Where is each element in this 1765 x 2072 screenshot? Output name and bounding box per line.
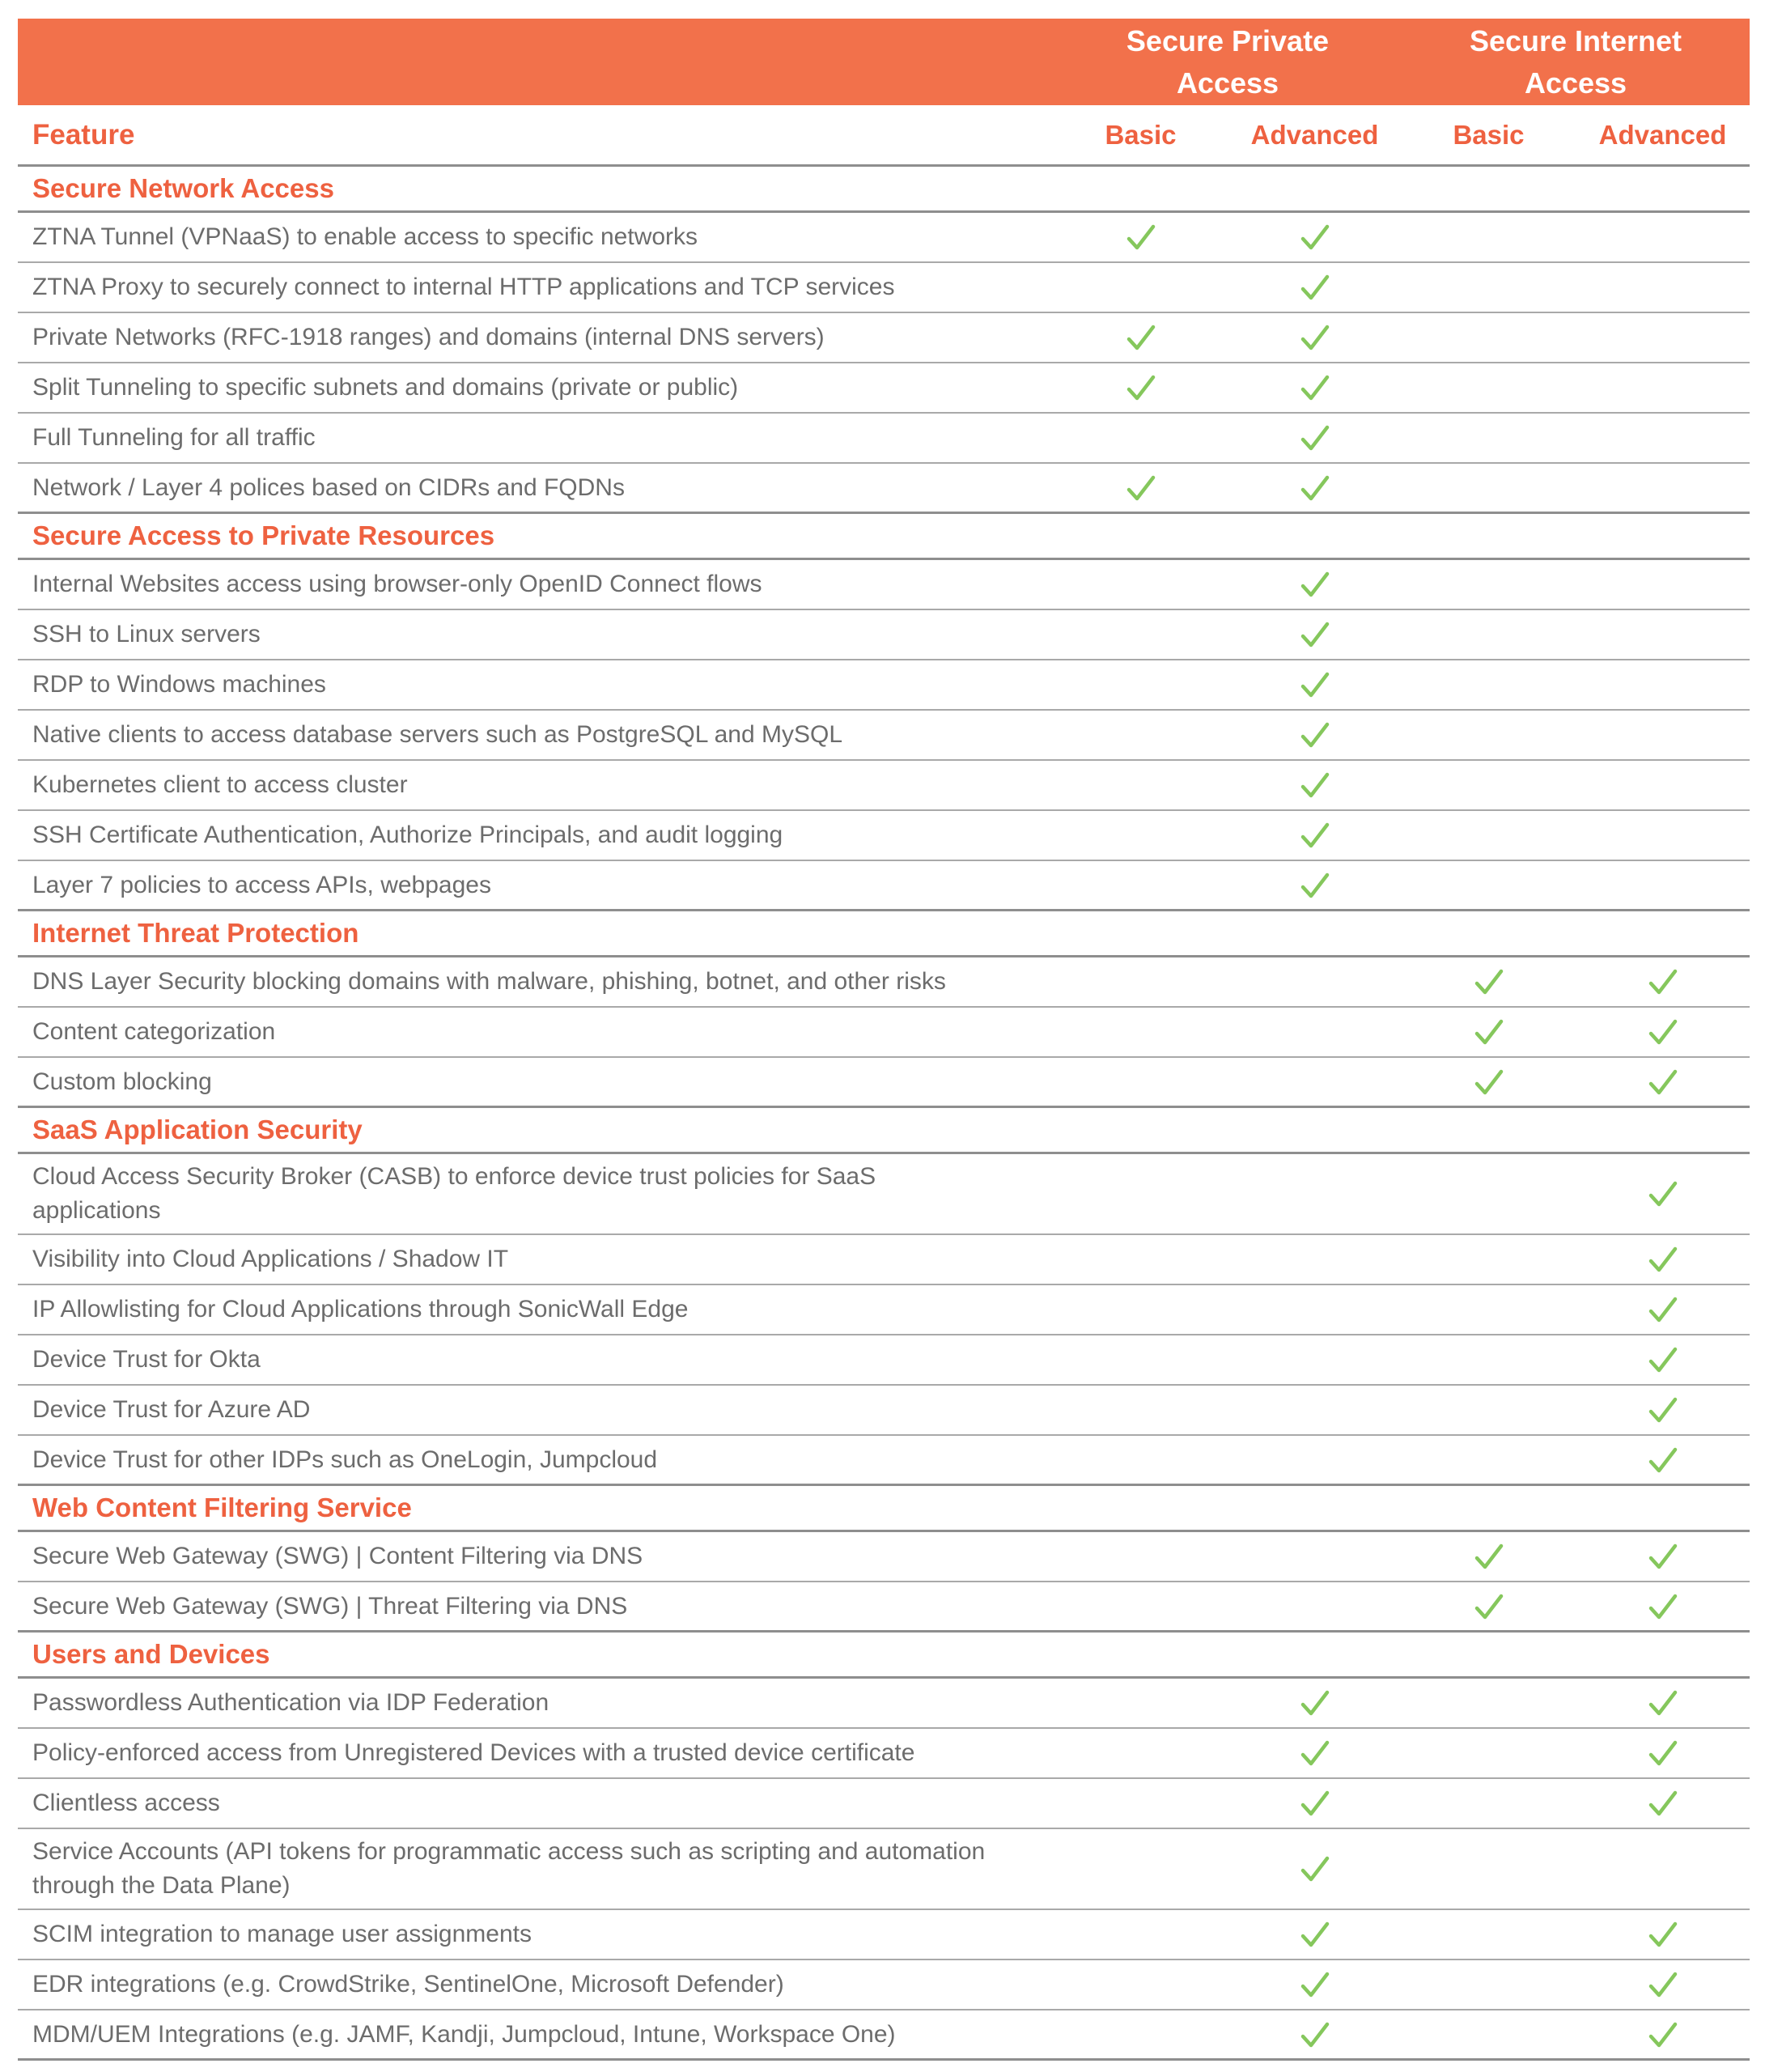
feature-row xyxy=(18,761,1750,811)
check-icon xyxy=(1297,2019,1333,2051)
feature-label: SSH to Linux servers xyxy=(32,621,261,648)
check-cell-spa-advanced xyxy=(1228,1687,1402,1719)
feature-table-body xyxy=(18,167,1750,2061)
check-cell-spa-advanced xyxy=(1228,1853,1402,1885)
check-icon xyxy=(1123,221,1159,253)
check-cell-sia-basic xyxy=(1402,1540,1576,1573)
feature-cell xyxy=(18,1443,1054,1477)
feature-cell xyxy=(18,2018,1054,2052)
check-cell-spa-advanced xyxy=(1228,321,1402,354)
section-title: Secure Network Access xyxy=(32,173,334,203)
feature-row xyxy=(18,1829,1750,1910)
check-icon xyxy=(1645,1787,1681,1819)
section-header-row xyxy=(18,514,1750,560)
check-icon xyxy=(1123,372,1159,404)
check-cell-sia-basic xyxy=(1402,1590,1576,1623)
check-icon xyxy=(1645,1737,1681,1769)
check-cell-spa-basic xyxy=(1054,472,1228,504)
check-cell-spa-advanced xyxy=(1228,1918,1402,1951)
feature-row xyxy=(18,1910,1750,1960)
check-icon xyxy=(1645,1016,1681,1048)
check-icon xyxy=(1645,1918,1681,1951)
check-cell-sia-advanced xyxy=(1576,1344,1750,1376)
section-header-row xyxy=(18,911,1750,957)
check-icon xyxy=(1123,472,1159,504)
plan-header-spa-advanced: Advanced xyxy=(1250,119,1379,150)
plan-header-sia-advanced: Advanced xyxy=(1598,119,1727,150)
feature-label: Service Accounts (API tokens for programmatic access such as scripting and automation through the Data Plane) xyxy=(32,1838,986,1899)
check-icon xyxy=(1645,1687,1681,1719)
check-icon xyxy=(1471,1066,1507,1098)
feature-column-header: Feature xyxy=(32,118,135,151)
section-header-row xyxy=(18,1633,1750,1679)
check-icon xyxy=(1645,966,1681,998)
feature-cell xyxy=(18,1786,1054,1820)
check-cell-sia-basic xyxy=(1402,966,1576,998)
feature-label: Split Tunneling to specific subnets and domains (private or public) xyxy=(32,374,739,401)
check-cell-sia-advanced xyxy=(1576,1066,1750,1098)
feature-label: Secure Web Gateway (SWG) | Threat Filtering via DNS xyxy=(32,1592,628,1620)
feature-cell xyxy=(18,1917,1054,1951)
check-cell-sia-advanced xyxy=(1576,1444,1750,1476)
check-icon xyxy=(1645,1540,1681,1573)
check-cell-spa-advanced xyxy=(1228,1737,1402,1769)
check-icon xyxy=(1645,1590,1681,1623)
check-cell-spa-advanced xyxy=(1228,472,1402,504)
feature-cell xyxy=(18,965,1054,999)
column-group-secure-private-access: Secure Private Access xyxy=(1126,24,1330,100)
plan-header-sia-basic: Basic xyxy=(1453,119,1525,150)
check-icon xyxy=(1297,1787,1333,1819)
check-icon xyxy=(1297,1918,1333,1951)
feature-cell xyxy=(18,421,1054,455)
feature-cell xyxy=(18,270,1054,304)
feature-label: Full Tunneling for all traffic xyxy=(32,424,316,451)
feature-label: Device Trust for Azure AD xyxy=(32,1396,311,1423)
feature-cell xyxy=(18,1393,1054,1427)
check-icon xyxy=(1297,372,1333,404)
check-cell-sia-advanced xyxy=(1576,2019,1750,2051)
check-cell-spa-basic xyxy=(1054,372,1228,404)
check-cell-sia-advanced xyxy=(1576,1918,1750,1951)
feature-cell xyxy=(18,471,1054,505)
check-cell-spa-basic xyxy=(1054,321,1228,354)
feature-row xyxy=(18,1960,1750,2010)
section-title: SaaS Application Security xyxy=(32,1115,363,1144)
feature-row xyxy=(18,1058,1750,1108)
check-icon xyxy=(1645,1178,1681,1210)
feature-row xyxy=(18,464,1750,514)
check-cell-spa-advanced xyxy=(1228,1968,1402,2001)
check-icon xyxy=(1471,1540,1507,1573)
check-cell-sia-advanced xyxy=(1576,1737,1750,1769)
feature-row xyxy=(18,263,1750,313)
check-icon xyxy=(1645,2019,1681,2051)
feature-label: Private Networks (RFC-1918 ranges) and domains (internal DNS servers) xyxy=(32,324,825,350)
feature-row xyxy=(18,957,1750,1008)
check-cell-sia-advanced xyxy=(1576,1394,1750,1426)
feature-cell xyxy=(18,1590,1054,1624)
feature-row xyxy=(18,861,1750,911)
feature-label: Device Trust for Okta xyxy=(32,1346,261,1373)
feature-label: IP Allowlisting for Cloud Applications through SonicWall Edge xyxy=(32,1296,689,1323)
feature-row xyxy=(18,363,1750,414)
feature-label: Device Trust for other IDPs such as OneLogin, Jumpcloud xyxy=(32,1446,658,1473)
check-icon xyxy=(1645,1444,1681,1476)
feature-row xyxy=(18,1679,1750,1729)
feature-label: Cloud Access Security Broker (CASB) to enforce device trust policies for SaaS applications xyxy=(32,1163,876,1224)
check-icon xyxy=(1297,618,1333,651)
feature-row xyxy=(18,560,1750,610)
check-icon xyxy=(1297,321,1333,354)
feature-cell xyxy=(18,718,1054,752)
column-header-row xyxy=(18,105,1750,167)
feature-label: Kubernetes client to access cluster xyxy=(32,771,408,798)
feature-row xyxy=(18,1779,1750,1829)
check-cell-spa-advanced xyxy=(1228,568,1402,601)
feature-cell xyxy=(18,371,1054,405)
check-icon xyxy=(1645,1394,1681,1426)
feature-cell xyxy=(18,1242,1054,1276)
check-icon xyxy=(1297,869,1333,902)
check-icon xyxy=(1297,568,1333,601)
feature-row xyxy=(18,1729,1750,1779)
feature-cell xyxy=(18,1968,1054,2002)
feature-row xyxy=(18,1285,1750,1335)
feature-row xyxy=(18,1335,1750,1386)
feature-label: ZTNA Tunnel (VPNaaS) to enable access to specific networks xyxy=(32,223,698,250)
feature-cell xyxy=(18,220,1054,254)
check-icon xyxy=(1297,719,1333,751)
feature-label: ZTNA Proxy to securely connect to internal HTTP applications and TCP services xyxy=(32,274,895,300)
check-icon xyxy=(1645,1293,1681,1326)
feature-label: Native clients to access database servers such as PostgreSQL and MySQL xyxy=(32,721,843,748)
feature-cell xyxy=(18,868,1054,902)
feature-cell xyxy=(18,1293,1054,1327)
check-cell-sia-basic xyxy=(1402,1016,1576,1048)
feature-cell xyxy=(18,1015,1054,1049)
feature-row xyxy=(18,1154,1750,1235)
feature-row xyxy=(18,660,1750,711)
check-cell-spa-advanced xyxy=(1228,819,1402,851)
feature-label: EDR integrations (e.g. CrowdStrike, SentinelOne, Microsoft Defender) xyxy=(32,1971,784,1998)
feature-row xyxy=(18,1386,1750,1436)
feature-row xyxy=(18,2010,1750,2061)
check-icon xyxy=(1297,1687,1333,1719)
check-icon xyxy=(1297,422,1333,454)
feature-label: Passwordless Authentication via IDP Federation xyxy=(32,1689,549,1716)
feature-label: Clientless access xyxy=(32,1790,220,1816)
section-title: Secure Access to Private Resources xyxy=(32,520,495,550)
check-icon xyxy=(1645,1066,1681,1098)
feature-row xyxy=(18,610,1750,660)
check-cell-spa-advanced xyxy=(1228,769,1402,801)
check-cell-spa-advanced xyxy=(1228,372,1402,404)
feature-cell xyxy=(18,1343,1054,1377)
check-icon xyxy=(1471,1016,1507,1048)
feature-row xyxy=(18,1235,1750,1285)
feature-label: Content categorization xyxy=(32,1018,276,1045)
check-cell-spa-advanced xyxy=(1228,669,1402,701)
check-cell-spa-advanced xyxy=(1228,221,1402,253)
feature-label: Secure Web Gateway (SWG) | Content Filtering via DNS xyxy=(32,1543,643,1569)
feature-row xyxy=(18,213,1750,263)
check-icon xyxy=(1297,1968,1333,2001)
feature-cell xyxy=(18,1835,1054,1903)
table-banner xyxy=(18,19,1750,105)
check-icon xyxy=(1123,321,1159,354)
check-cell-spa-advanced xyxy=(1228,271,1402,304)
feature-cell xyxy=(18,618,1054,652)
check-cell-sia-advanced xyxy=(1576,1590,1750,1623)
feature-cell xyxy=(18,1160,1054,1228)
check-cell-spa-advanced xyxy=(1228,719,1402,751)
feature-row xyxy=(18,1436,1750,1486)
check-cell-sia-advanced xyxy=(1576,1687,1750,1719)
feature-row xyxy=(18,1532,1750,1582)
check-cell-spa-basic xyxy=(1054,221,1228,253)
feature-label: MDM/UEM Integrations (e.g. JAMF, Kandji, Jumpcloud, Intune, Workspace One) xyxy=(32,2020,896,2048)
feature-label: Layer 7 policies to access APIs, webpages xyxy=(32,871,491,898)
feature-cell xyxy=(18,321,1054,355)
feature-label: Network / Layer 4 polices based on CIDRs and FQDNs xyxy=(32,473,625,501)
feature-label: DNS Layer Security blocking domains with malware, phishing, botnet, and other risks xyxy=(32,968,946,995)
check-cell-sia-advanced xyxy=(1576,966,1750,998)
check-icon xyxy=(1297,221,1333,253)
feature-label: SSH Certificate Authentication, Authorize Principals, and audit logging xyxy=(32,822,783,848)
check-icon xyxy=(1297,819,1333,851)
check-icon xyxy=(1645,1968,1681,2001)
section-header-row xyxy=(18,167,1750,213)
feature-row xyxy=(18,811,1750,861)
section-header-row xyxy=(18,1108,1750,1154)
check-icon xyxy=(1645,1344,1681,1376)
check-cell-sia-advanced xyxy=(1576,1016,1750,1048)
check-icon xyxy=(1471,966,1507,998)
check-icon xyxy=(1297,1737,1333,1769)
feature-cell xyxy=(18,818,1054,852)
plan-header-spa-basic: Basic xyxy=(1105,119,1177,150)
feature-row xyxy=(18,711,1750,761)
check-icon xyxy=(1471,1590,1507,1623)
check-cell-spa-advanced xyxy=(1228,422,1402,454)
check-icon xyxy=(1297,769,1333,801)
feature-cell xyxy=(18,1065,1054,1099)
feature-label: Internal Websites access using browser-only OpenID Connect flows xyxy=(32,571,762,597)
check-cell-spa-advanced xyxy=(1228,618,1402,651)
check-cell-sia-basic xyxy=(1402,1066,1576,1098)
check-icon xyxy=(1297,669,1333,701)
feature-label: SCIM integration to manage user assignments xyxy=(32,1921,532,1947)
column-group-secure-internet-access: Secure Internet Access xyxy=(1469,24,1682,100)
feature-label: Custom blocking xyxy=(32,1068,212,1095)
feature-cell xyxy=(18,668,1054,702)
feature-label: Visibility into Cloud Applications / Shadow IT xyxy=(32,1246,509,1272)
feature-row xyxy=(18,1008,1750,1058)
check-cell-spa-advanced xyxy=(1228,869,1402,902)
check-cell-sia-advanced xyxy=(1576,1540,1750,1573)
section-title: Users and Devices xyxy=(32,1639,270,1669)
check-cell-sia-advanced xyxy=(1576,1178,1750,1210)
feature-row xyxy=(18,313,1750,363)
check-cell-sia-advanced xyxy=(1576,1787,1750,1819)
check-cell-spa-advanced xyxy=(1228,2019,1402,2051)
check-icon xyxy=(1297,271,1333,304)
feature-label: Policy-enforced access from Unregistered Devices with a trusted device certificate xyxy=(32,1739,915,1766)
feature-cell xyxy=(18,1686,1054,1720)
section-title: Web Content Filtering Service xyxy=(32,1492,412,1522)
feature-cell xyxy=(18,567,1054,601)
feature-label: RDP to Windows machines xyxy=(32,671,326,698)
feature-cell xyxy=(18,1736,1054,1770)
check-icon xyxy=(1645,1243,1681,1276)
check-cell-sia-advanced xyxy=(1576,1293,1750,1326)
feature-row xyxy=(18,414,1750,464)
section-title: Internet Threat Protection xyxy=(32,918,359,948)
check-cell-spa-advanced xyxy=(1228,1787,1402,1819)
check-cell-sia-advanced xyxy=(1576,1243,1750,1276)
feature-cell xyxy=(18,1539,1054,1573)
check-icon xyxy=(1297,1853,1333,1885)
check-cell-sia-advanced xyxy=(1576,1968,1750,2001)
feature-row xyxy=(18,1582,1750,1633)
section-header-row xyxy=(18,1486,1750,1532)
feature-cell xyxy=(18,768,1054,802)
check-icon xyxy=(1297,472,1333,504)
